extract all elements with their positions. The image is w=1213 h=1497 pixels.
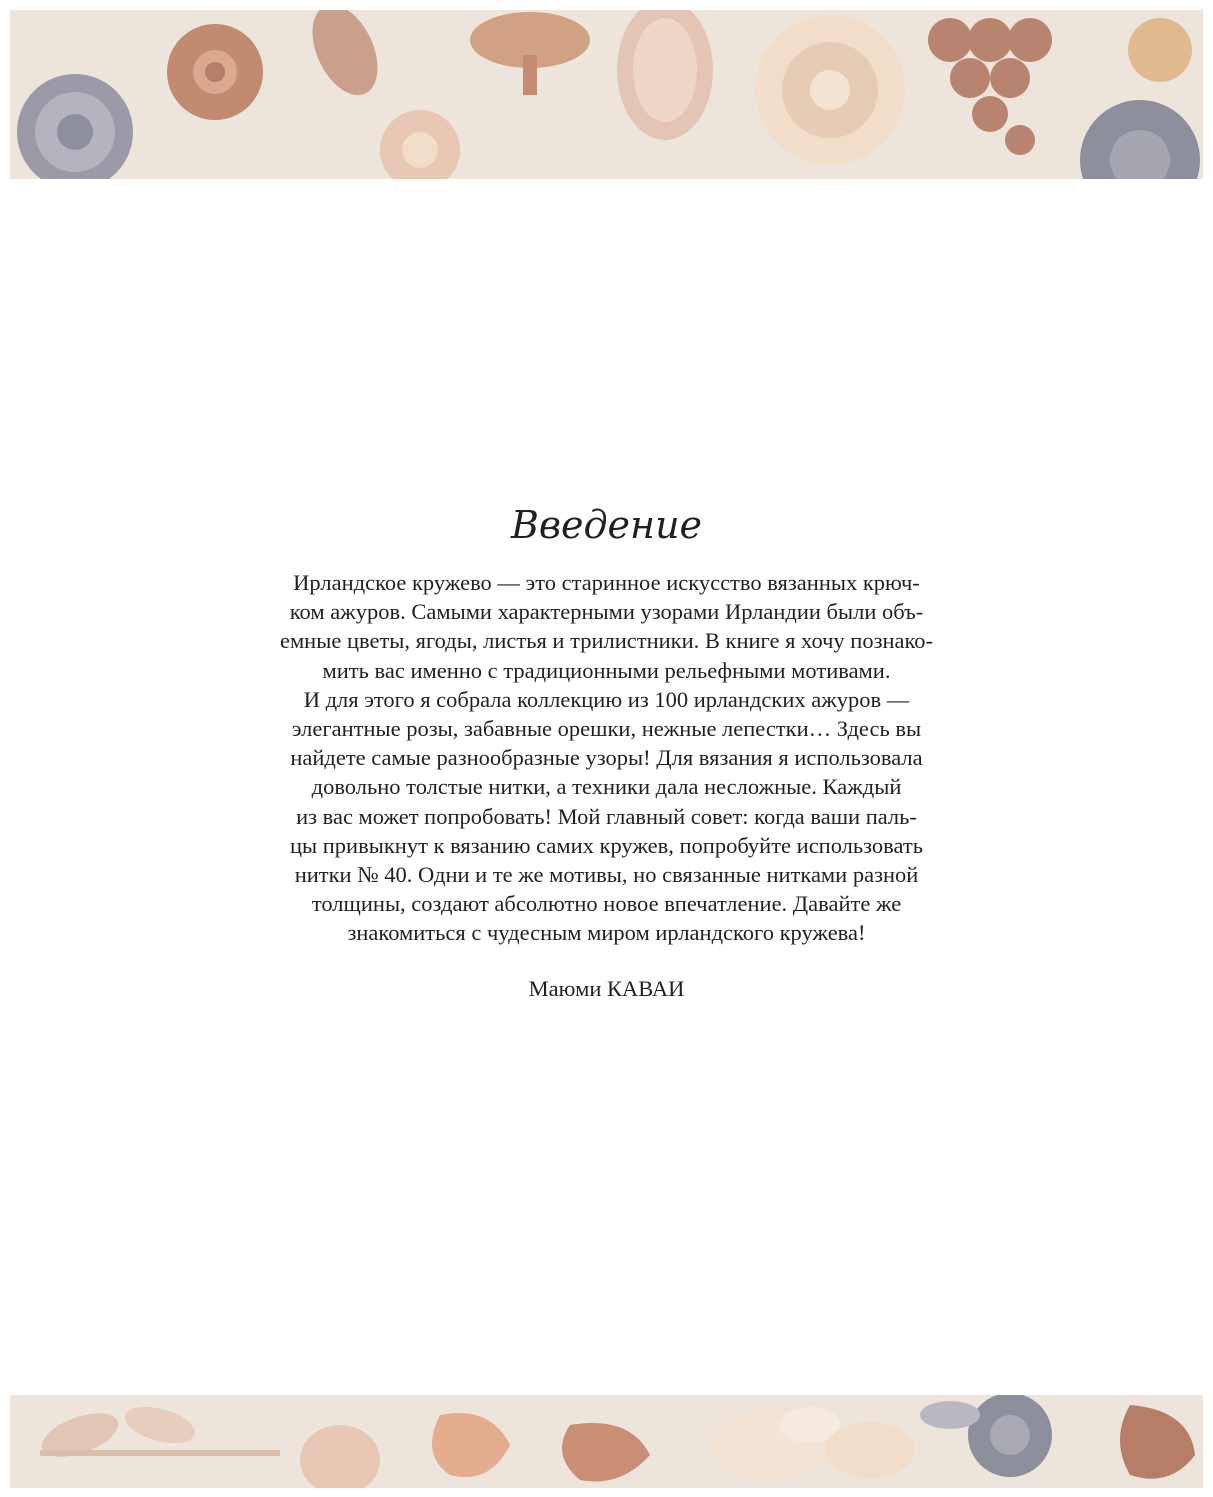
terracotta-flower-motif xyxy=(167,24,263,120)
text-line: И для этого я собрала коллекцию из 100 ирландских ажуров — xyxy=(303,686,910,712)
text-line: толщины, создают абсолютно новое впечатление. Давайте же xyxy=(311,891,902,917)
text-line: элегантные розы, забавные орешки, нежные лепестки… Здесь вы xyxy=(291,716,922,742)
text-line: нитки № 40. Одни и те же мотивы, но связанные нитками разной xyxy=(294,862,919,888)
intro-text xyxy=(0,568,1213,948)
text-line: цы привыкнут к вязанию самих кружев, попробуйте использовать xyxy=(289,832,923,858)
text-line: найдете самые разнообразные узоры! Для вязания я использовала xyxy=(290,745,923,771)
lace-motifs-image xyxy=(10,10,1203,179)
text-line: Ирландское кружево — это старинное искусство вязанных крюч- xyxy=(293,570,920,595)
bottom-lace-banner xyxy=(10,1395,1203,1488)
text-line: из вас может попробовать! Мой главный совет: когда ваши паль- xyxy=(296,803,917,829)
introduction-section xyxy=(0,498,1213,1004)
text-line: емные цветы, ягоды, листья и трилистники. В книге я хочу познако- xyxy=(279,628,934,654)
text-line: знакомиться с чудесным миром ирландского кружева! xyxy=(347,920,866,946)
text-line: довольно толстые нитки, а техники дала несложные. Каждый xyxy=(311,774,902,800)
top-lace-banner xyxy=(10,10,1203,179)
lace-motifs-image xyxy=(10,1395,1203,1488)
page-title: Введение xyxy=(510,503,703,547)
author-name: Маюми КАВАИ xyxy=(528,975,685,1001)
text-line: ком ажуров. Самыми характерными узорами Ирландии были объ- xyxy=(289,599,924,625)
text-line: мить вас именно с традиционными рельефными мотивами. xyxy=(322,657,891,683)
